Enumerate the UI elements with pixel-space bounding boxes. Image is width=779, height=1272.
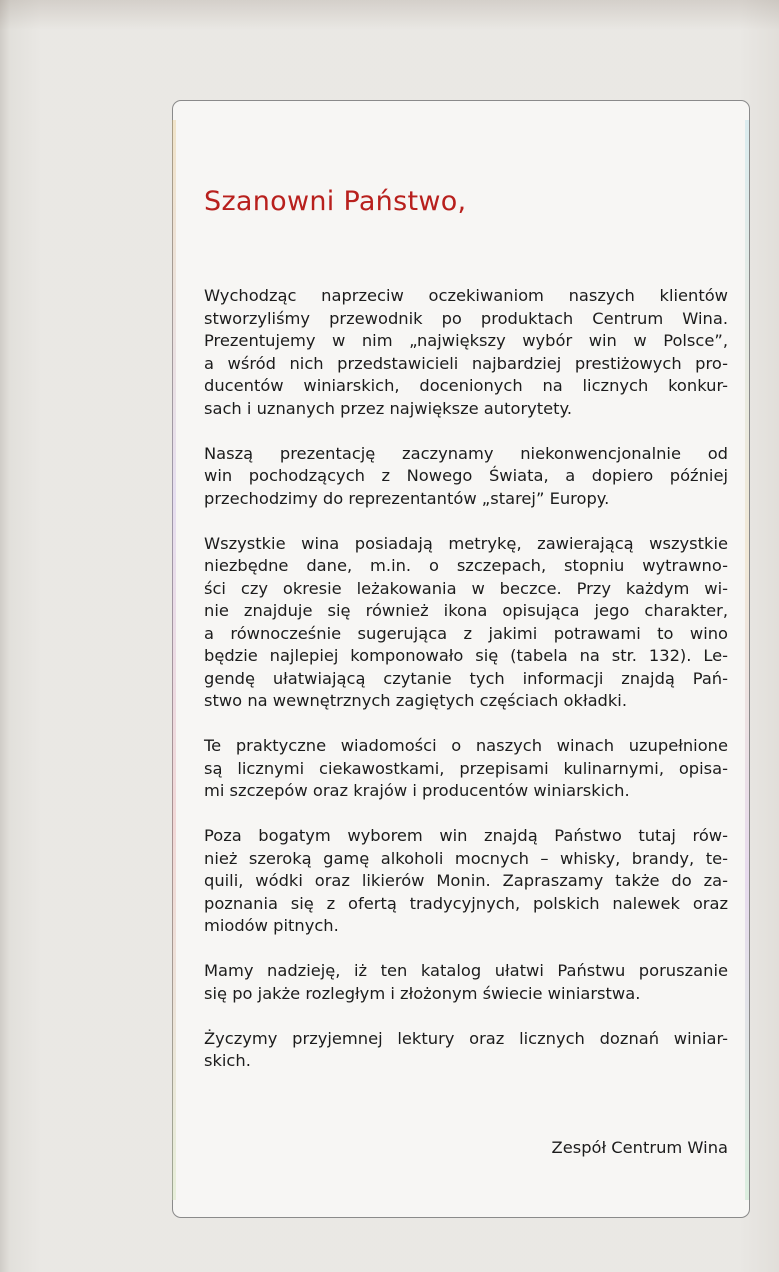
text-line: Naszą prezentację zaczynamy niekonwencjonalnie od <box>204 443 728 463</box>
text-line: gendę ułatwiającą czytanie tych informacji znajdą Pań- <box>204 668 728 688</box>
text-line: a równocześnie sugerująca z jakimi potrawami to wino <box>204 623 728 643</box>
text-line: nie znajduje się również ikona opisująca jego charakter, <box>204 601 728 620</box>
text-line: skich. <box>204 1051 251 1070</box>
text-line: się po jakże rozległym i złożonym świecie winiarstwa. <box>204 983 641 1003</box>
text-line: stworzyliśmy przewodnik po produktach Centrum Wina. <box>204 308 728 328</box>
card-left-tint <box>172 120 176 1200</box>
text-line: a wśród nich przedstawicieli najbardziej prestiżowych pro- <box>204 353 728 373</box>
text-line: przechodzimy do reprezentantów „starej” Europy. <box>204 488 610 508</box>
card-right-tint <box>745 120 749 1200</box>
paragraph <box>204 285 728 420</box>
text-line: są licznymi ciekawostkami, przepisami kulinarnymi, opisa- <box>204 758 728 778</box>
text-line: Prezentujemy w nim „największy wybór win w Polsce”, <box>204 331 728 350</box>
text-line: mi szczepów oraz krajów i producentów winiarskich. <box>204 781 630 800</box>
text-line: Wychodząc naprzeciw oczekiwaniom naszych klientów <box>204 286 728 305</box>
paragraph <box>204 960 728 1005</box>
letter-body <box>204 285 728 1095</box>
paragraph <box>204 735 728 803</box>
text-line: sach i uznanych przez największe autorytety. <box>204 398 573 418</box>
text-line: niezbędne dane, m.in. o szczepach, stopniu wytrawno- <box>204 556 728 575</box>
text-line: stwo na wewnętrznych zagiętych częściach okładki. <box>204 691 628 710</box>
text-line: ści czy okresie leżakowania w beczce. Przy każdym wi- <box>204 578 728 598</box>
paragraph <box>204 825 728 938</box>
letter-signature: Zespół Centrum Wina <box>551 1138 728 1157</box>
text-line: nież szeroką gamę alkoholi mocnych – whisky, brandy, te- <box>204 848 728 868</box>
text-line: Wszystkie wina posiadają metrykę, zawierającą wszystkie <box>204 533 728 553</box>
text-line: Mamy nadzieję, iż ten katalog ułatwi Państwu poruszanie <box>204 961 728 980</box>
text-line: quili, wódki oraz likierów Monin. Zapraszamy także do za- <box>204 871 728 890</box>
letter-heading: Szanowni Państwo, <box>204 186 467 217</box>
text-line: Poza bogatym wyborem win znajdą Państwo tutaj rów- <box>204 826 728 845</box>
paragraph <box>204 533 728 713</box>
text-line: będzie najlepiej komponowało się (tabela na str. 132). Le- <box>204 646 728 665</box>
paragraph <box>204 1028 728 1073</box>
text-line: win pochodzących z Nowego Świata, a dopiero później <box>204 466 728 485</box>
text-line: Te praktyczne wiadomości o naszych winach uzupełnione <box>204 736 728 755</box>
text-line: Życzymy przyjemnej lektury oraz licznych doznań winiar- <box>204 1028 728 1048</box>
text-line: ducentów winiarskich, docenionych na licznych konkur- <box>204 376 728 395</box>
text-line: poznania się z ofertą tradycyjnych, polskich nalewek oraz <box>204 893 728 913</box>
text-line: miodów pitnych. <box>204 916 339 935</box>
paragraph <box>204 443 728 511</box>
